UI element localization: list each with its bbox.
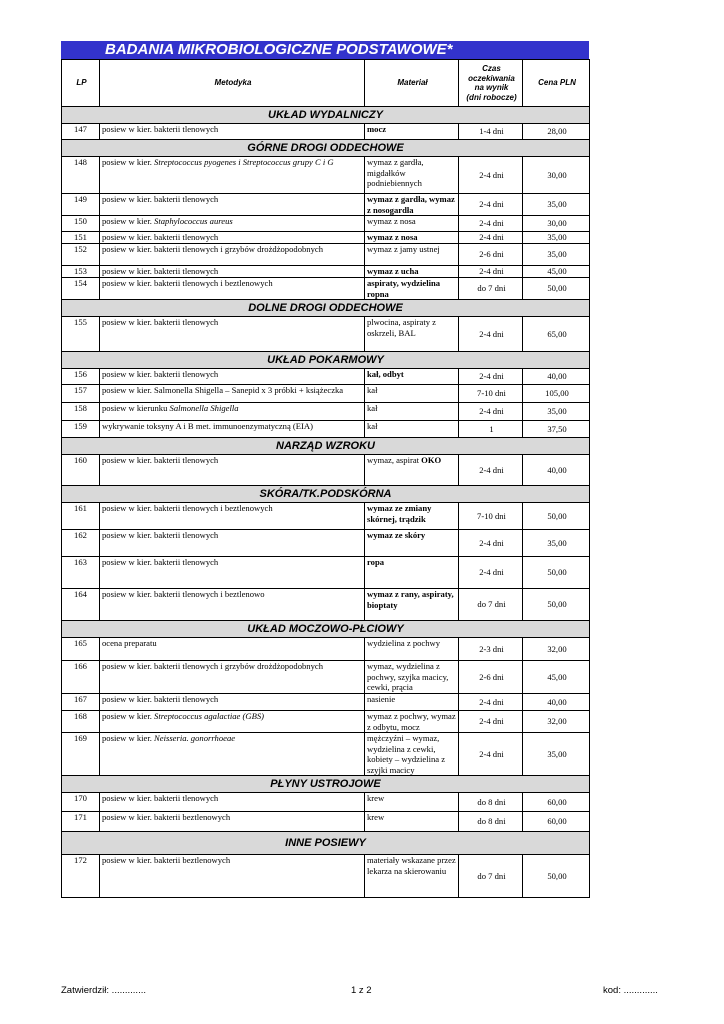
cell-method (100, 530, 365, 557)
table-row (62, 812, 590, 832)
cell-lp: 162 (62, 530, 100, 557)
cell-method (100, 733, 365, 776)
cell-method (100, 455, 365, 486)
cell-lp: 167 (62, 694, 100, 711)
cell-lp: 169 (62, 733, 100, 776)
cell-time: 2-4 dni (459, 557, 523, 589)
method-organism: Streptococcus agalactiae (GBS) (154, 711, 264, 721)
cell-method (100, 385, 365, 403)
section-header-row (62, 438, 590, 455)
cell-lp: 163 (62, 557, 100, 589)
table-row (62, 232, 590, 244)
footer-code: kod: ............. (603, 985, 658, 996)
material-text: wymaz, wydzielina z pochwy, szyjka macicy, cewki, prącia (367, 661, 449, 692)
cell-time: do 7 dni (459, 589, 523, 621)
cell-lp: 150 (62, 216, 100, 232)
cell-material (365, 638, 459, 661)
cell-lp: 170 (62, 793, 100, 812)
material-text: krew (367, 793, 385, 803)
cell-lp: 154 (62, 278, 100, 300)
section-header-row (62, 832, 590, 855)
cell-method (100, 711, 365, 733)
material-text: kał (367, 385, 378, 395)
cell-price: 35,00 (523, 530, 590, 557)
cell-method (100, 855, 365, 898)
cell-price: 50,00 (523, 589, 590, 621)
column-header-time (459, 60, 523, 107)
section-title: NARZĄD WZROKU (62, 438, 590, 455)
method-text: posiew w kier. bakterii tlenowych (102, 124, 219, 134)
cell-method (100, 232, 365, 244)
cell-time: 2-4 dni (459, 266, 523, 278)
cell-price: 65,00 (523, 317, 590, 352)
section-title: UKŁAD POKARMOWY (62, 352, 590, 369)
section-header-row (62, 776, 590, 793)
material-text: wymaz ze zmiany skórnej, trądzik (367, 503, 432, 524)
table-row (62, 589, 590, 621)
cell-material (365, 266, 459, 278)
section-title: GÓRNE DROGI ODDECHOWE (62, 140, 590, 157)
cell-price: 40,00 (523, 694, 590, 711)
method-organism: Streptococcus pyogenes i Streptococcus grupy C i G (154, 157, 334, 167)
cell-material (365, 855, 459, 898)
column-header-lp: LP (62, 60, 100, 107)
table-row (62, 530, 590, 557)
method-text: posiew w kier. bakterii tlenowych i grzybów drożdżopodobnych (102, 244, 323, 254)
cell-material (365, 711, 459, 733)
cell-material (365, 216, 459, 232)
time-header-line: oczekiwania (468, 73, 515, 83)
cell-material (365, 421, 459, 438)
price-table (61, 59, 590, 898)
table-row (62, 385, 590, 403)
cell-time: 2-4 dni (459, 369, 523, 385)
cell-lp: 157 (62, 385, 100, 403)
cell-method (100, 793, 365, 812)
material-text: wydzielina z pochwy (367, 638, 441, 648)
cell-material (365, 557, 459, 589)
cell-price: 35,00 (523, 244, 590, 266)
cell-price: 40,00 (523, 369, 590, 385)
cell-material (365, 385, 459, 403)
table-row (62, 733, 590, 776)
cell-method (100, 124, 365, 140)
cell-lp: 160 (62, 455, 100, 486)
cell-method (100, 244, 365, 266)
table-row (62, 157, 590, 194)
cell-time: 7-10 dni (459, 503, 523, 530)
method-organism: Neisseria. gonorrhoeae (154, 733, 236, 743)
cell-lp: 158 (62, 403, 100, 421)
time-header-line: (dni robocze) (466, 92, 517, 102)
cell-price: 28,00 (523, 124, 590, 140)
method-text: posiew w kier. bakterii tlenowych (102, 793, 219, 803)
cell-price: 30,00 (523, 157, 590, 194)
cell-material (365, 278, 459, 300)
method-text: posiew w kier. (102, 711, 155, 721)
time-header-line: Czas (482, 64, 501, 73)
method-text: posiew w kier. bakterii tlenowych (102, 194, 219, 204)
method-text: posiew w kier. (102, 216, 155, 226)
material-text: kał (367, 403, 378, 413)
cell-time: 2-4 dni (459, 157, 523, 194)
cell-lp: 161 (62, 503, 100, 530)
method-text: posiew w kier. bakterii beztlenowych (102, 812, 231, 822)
section-title: PŁYNY USTROJOWE (62, 776, 590, 793)
cell-lp: 156 (62, 369, 100, 385)
cell-material (365, 793, 459, 812)
cell-lp: 171 (62, 812, 100, 832)
material-text: materiały wskazane przez lekarza na skierowaniu (367, 855, 456, 876)
cell-method (100, 216, 365, 232)
cell-method (100, 403, 365, 421)
method-text: posiew w kier. bakterii beztlenowych (102, 855, 231, 865)
cell-method (100, 661, 365, 694)
cell-price: 45,00 (523, 266, 590, 278)
table-row (62, 638, 590, 661)
method-text: posiew w kier. bakterii tlenowych i beztlenowych (102, 278, 273, 288)
section-title: INNE POSIEWY (62, 832, 590, 855)
material-text: wymaz z pochwy, wymaz z odbytu, mocz (367, 711, 456, 732)
cell-material (365, 124, 459, 140)
cell-price: 35,00 (523, 403, 590, 421)
material-text: nasienie (367, 694, 396, 704)
cell-lp: 151 (62, 232, 100, 244)
method-organism: Salmonella Shigella (169, 403, 239, 413)
cell-material (365, 812, 459, 832)
cell-time: 2-4 dni (459, 317, 523, 352)
table-row (62, 503, 590, 530)
cell-time: 1 (459, 421, 523, 438)
cell-price: 30,00 (523, 216, 590, 232)
cell-time: 2-4 dni (459, 194, 523, 216)
column-header-method: Metodyka (100, 60, 365, 107)
cell-method (100, 266, 365, 278)
table-row (62, 278, 590, 300)
section-header-row (62, 140, 590, 157)
table-row (62, 421, 590, 438)
section-header-row (62, 300, 590, 317)
cell-time: 2-4 dni (459, 232, 523, 244)
table-header-row (62, 60, 590, 107)
cell-method (100, 638, 365, 661)
cell-method (100, 503, 365, 530)
cell-method (100, 369, 365, 385)
method-text: posiew w kier. bakterii tlenowych (102, 694, 219, 704)
method-text: posiew w kier. bakterii tlenowych (102, 232, 219, 242)
footer-page-number: 1 z 2 (351, 985, 372, 996)
cell-time: 2-4 dni (459, 733, 523, 776)
table-row (62, 403, 590, 421)
cell-price: 60,00 (523, 793, 590, 812)
cell-time: 2-6 dni (459, 661, 523, 694)
material-text: wymaz z gardła, wymaz z nosogardła (367, 194, 455, 215)
method-text: posiew w kier. bakterii tlenowych (102, 455, 219, 465)
cell-method (100, 157, 365, 194)
cell-method (100, 421, 365, 438)
cell-lp: 148 (62, 157, 100, 194)
cell-price: 45,00 (523, 661, 590, 694)
cell-lp: 168 (62, 711, 100, 733)
table-row (62, 557, 590, 589)
section-header-row (62, 486, 590, 503)
cell-lp: 159 (62, 421, 100, 438)
cell-material (365, 530, 459, 557)
method-text: posiew w kier. bakterii tlenowych (102, 369, 219, 379)
table-row (62, 244, 590, 266)
cell-lp: 166 (62, 661, 100, 694)
cell-lp: 172 (62, 855, 100, 898)
method-text: posiew w kier. bakterii tlenowych (102, 557, 219, 567)
cell-lp: 165 (62, 638, 100, 661)
material-text: wymaz z nosa (367, 216, 416, 226)
material-text: wymaz z jamy ustnej (367, 244, 440, 254)
table-row (62, 317, 590, 352)
cell-price: 32,00 (523, 638, 590, 661)
cell-time: 2-6 dni (459, 244, 523, 266)
cell-price: 105,00 (523, 385, 590, 403)
method-text: posiew w kier. bakterii tlenowych (102, 317, 219, 327)
cell-time: do 8 dni (459, 812, 523, 832)
material-text: kał (367, 421, 378, 431)
cell-lp: 155 (62, 317, 100, 352)
cell-time: 2-4 dni (459, 711, 523, 733)
table-row (62, 194, 590, 216)
cell-material (365, 369, 459, 385)
material-text: wymaz, aspirat (367, 455, 422, 465)
cell-price: 50,00 (523, 557, 590, 589)
section-title: DOLNE DROGI ODDECHOWE (62, 300, 590, 317)
cell-material (365, 694, 459, 711)
method-text: posiew w kierunku (102, 403, 170, 413)
method-text: posiew w kier. bakterii tlenowych i beztlenowych (102, 503, 273, 513)
material-text: krew (367, 812, 385, 822)
cell-price: 37,50 (523, 421, 590, 438)
method-text: posiew w kier. bakterii tlenowych i beztlenowo (102, 589, 265, 599)
method-text: ocena preparatu (102, 638, 157, 648)
cell-time: 2-4 dni (459, 403, 523, 421)
cell-time: 7-10 dni (459, 385, 523, 403)
material-text: aspiraty, wydzielina ropna (367, 278, 441, 299)
cell-material (365, 455, 459, 486)
material-text: plwocina, aspiraty z oskrzeli, BAL (367, 317, 436, 338)
cell-material (365, 244, 459, 266)
material-text: wymaz z nosa (367, 232, 418, 242)
cell-method (100, 317, 365, 352)
method-text: posiew w kier. (102, 157, 155, 167)
cell-lp: 149 (62, 194, 100, 216)
cell-time: do 7 dni (459, 855, 523, 898)
cell-material (365, 194, 459, 216)
cell-time: 2-4 dni (459, 455, 523, 486)
cell-material (365, 157, 459, 194)
material-text: mężczyźni – wymaz, wydzielina z cewki, kobiety – wydzielina z szyjki macicy (367, 733, 446, 775)
cell-price: 50,00 (523, 503, 590, 530)
cell-time: 2-4 dni (459, 530, 523, 557)
method-text: posiew w kier. bakterii tlenowych (102, 530, 219, 540)
material-text: ropa (367, 557, 385, 567)
cell-time: 1-4 dni (459, 124, 523, 140)
material-text: wymaz z gardła, migdałków podniebiennych (367, 157, 424, 188)
cell-lp: 153 (62, 266, 100, 278)
material-text: mocz (367, 124, 387, 134)
time-header-line: na wynik (474, 83, 509, 92)
cell-material (365, 503, 459, 530)
material-text: kał, odbyt (367, 369, 404, 379)
cell-time: do 7 dni (459, 278, 523, 300)
method-text: posiew w kier. bakterii tlenowych i grzybów drożdżopodobnych (102, 661, 323, 671)
cell-price: 35,00 (523, 232, 590, 244)
column-header-price: Cena PLN (523, 60, 590, 107)
cell-price: 35,00 (523, 733, 590, 776)
method-text: posiew w kier. (102, 733, 155, 743)
section-title: SKÓRA/TK.PODSKÓRNA (62, 486, 590, 503)
table-row (62, 369, 590, 385)
cell-price: 35,00 (523, 194, 590, 216)
table-row (62, 661, 590, 694)
price-table-body (62, 60, 590, 898)
section-title: UKŁAD WYDALNICZY (62, 107, 590, 124)
table-row (62, 855, 590, 898)
method-organism: Staphylococcus aureus (154, 216, 233, 226)
material-organ: OKO (421, 455, 442, 465)
table-row (62, 694, 590, 711)
material-text: wymaz z ucha (367, 266, 419, 276)
page-title: BADANIA MIKROBIOLOGICZNE PODSTAWOWE* (61, 41, 589, 59)
cell-material (365, 733, 459, 776)
method-text: posiew w kier. Salmonella Shigella – Sanepid x 3 próbki + książeczka (102, 385, 344, 395)
section-header-row (62, 352, 590, 369)
column-header-material: Materiał (365, 60, 459, 107)
table-row (62, 124, 590, 140)
cell-time: do 8 dni (459, 793, 523, 812)
cell-material (365, 661, 459, 694)
table-row (62, 216, 590, 232)
footer-approved: Zatwierdził: ............. (61, 985, 146, 996)
cell-lp: 164 (62, 589, 100, 621)
cell-time: 2-3 dni (459, 638, 523, 661)
cell-method (100, 589, 365, 621)
section-title: UKŁAD MOCZOWO-PŁCIOWY (62, 621, 590, 638)
cell-time: 2-4 dni (459, 694, 523, 711)
cell-lp: 152 (62, 244, 100, 266)
cell-method (100, 194, 365, 216)
method-text: wykrywanie toksyny A i B met. immunoenzymatyczną (EIA) (102, 421, 313, 431)
material-text: wymaz ze skóry (367, 530, 426, 540)
section-header-row (62, 621, 590, 638)
cell-material (365, 232, 459, 244)
section-header-row (62, 107, 590, 124)
cell-method (100, 557, 365, 589)
cell-material (365, 589, 459, 621)
cell-price: 50,00 (523, 855, 590, 898)
price-list-sheet (61, 41, 589, 898)
cell-lp: 147 (62, 124, 100, 140)
cell-method (100, 278, 365, 300)
cell-method (100, 812, 365, 832)
cell-method (100, 694, 365, 711)
material-text: wymaz z rany, aspiraty, bioptaty (367, 589, 454, 610)
cell-time: 2-4 dni (459, 216, 523, 232)
cell-price: 32,00 (523, 711, 590, 733)
table-row (62, 266, 590, 278)
cell-price: 60,00 (523, 812, 590, 832)
table-row (62, 455, 590, 486)
cell-price: 40,00 (523, 455, 590, 486)
table-row (62, 793, 590, 812)
cell-material (365, 403, 459, 421)
cell-material (365, 317, 459, 352)
method-text: posiew w kier. bakterii tlenowych (102, 266, 219, 276)
cell-price: 50,00 (523, 278, 590, 300)
table-row (62, 711, 590, 733)
